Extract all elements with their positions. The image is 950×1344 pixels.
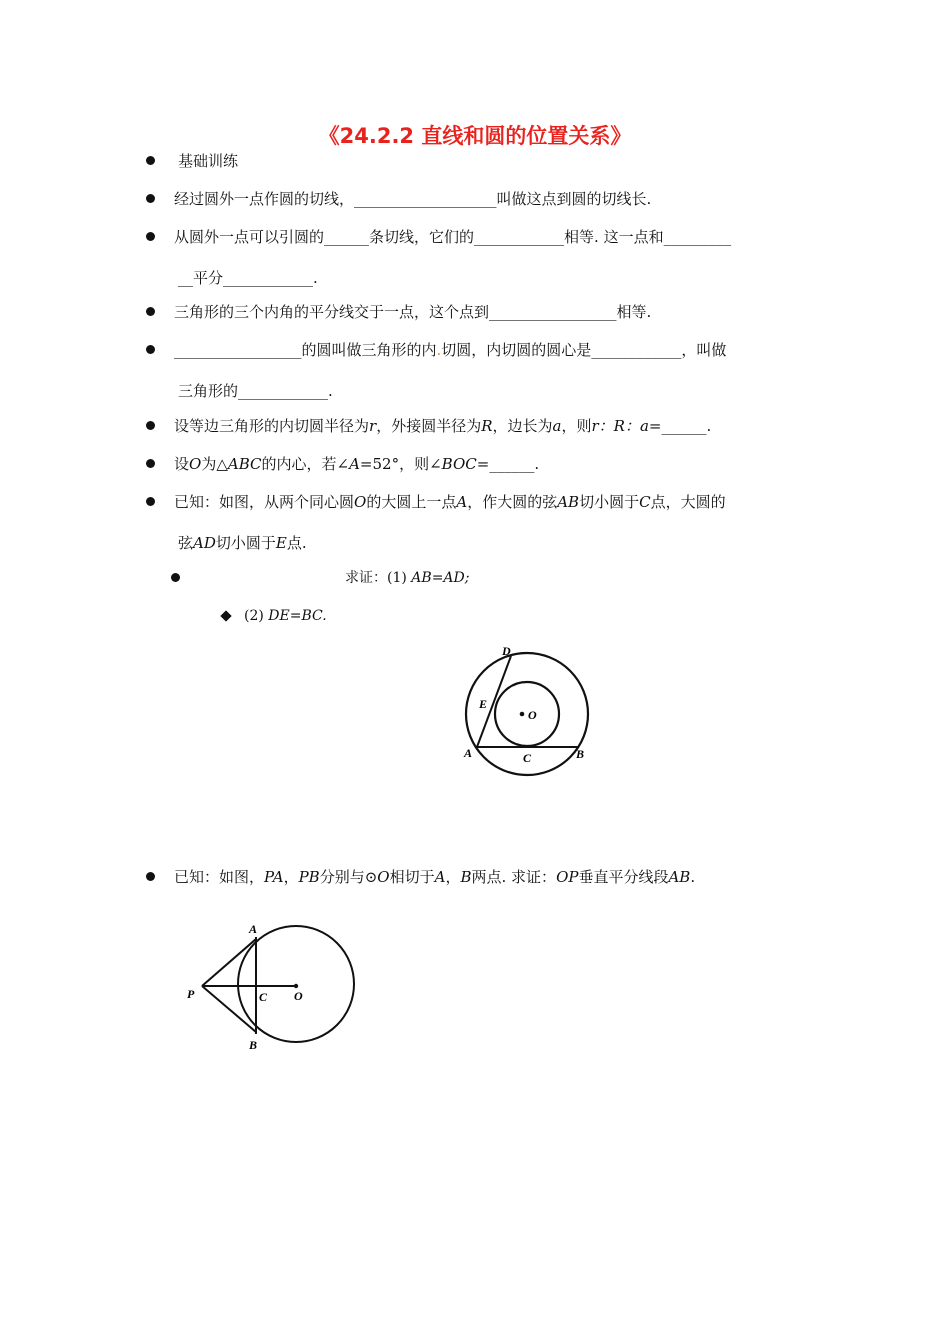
proof-part-2 (244, 606, 327, 626)
question-text: . (328, 382, 333, 400)
question-text: 相等. (616, 303, 652, 321)
bullet-icon (146, 872, 155, 881)
math-var: ABC (227, 455, 262, 473)
math-var: PB (298, 868, 320, 886)
question-text: 三角形的三个内角的平分线交于一点，这个点到 (174, 303, 490, 321)
section-heading: 基础训练 (178, 152, 239, 170)
label-c: C (523, 751, 532, 765)
question-text: . (706, 417, 712, 435)
label-a: A (464, 746, 473, 760)
question-text: =52°，则∠ (359, 455, 442, 473)
answer-blank: ______ (324, 228, 370, 246)
answer-blank: _________________ (174, 341, 302, 359)
answer-blank: ______ (489, 455, 535, 473)
question-7 (174, 492, 726, 512)
question-text: 平分 (193, 269, 224, 287)
math-var: r (369, 417, 377, 435)
question-6 (174, 454, 539, 474)
question-text: 从圆外一点可以引圆的 (174, 228, 325, 246)
question-text: ，叫做 (681, 341, 727, 359)
bullet-icon (146, 194, 155, 203)
math-expr: DE=BC. (268, 608, 327, 624)
answer-blank: ______ (661, 417, 707, 435)
answer-blank: ____________ (238, 382, 329, 400)
answer-blank: ____________ (223, 269, 314, 287)
math-var: PA (264, 868, 284, 886)
question-4-continued (178, 381, 333, 401)
question-text: 条切线，它们的 (369, 228, 475, 246)
question-text: 三角形的 (178, 382, 239, 400)
question-8 (174, 867, 695, 887)
question-1 (174, 189, 651, 209)
label-e: E (479, 697, 488, 711)
proof-label: (2) (244, 608, 264, 624)
center-point (520, 712, 525, 717)
question-text: 相切于 (389, 868, 435, 886)
question-text: . (690, 868, 696, 886)
math-var: AB (668, 868, 691, 886)
bullet-icon (146, 421, 155, 430)
question-text: 已知：如图， (174, 868, 265, 886)
label-p: P (187, 987, 195, 1001)
math-expr: AB=AD; (411, 570, 470, 586)
question-text: ，则 (561, 417, 592, 435)
question-text: 相等. 这一点和 (564, 228, 664, 246)
bullet-icon (146, 232, 155, 241)
question-7-continued (178, 533, 307, 553)
math-ratio: r：R：a= (591, 417, 662, 435)
question-text: 切小圆于 (579, 493, 640, 511)
label-b: B (576, 747, 585, 761)
question-4 (174, 340, 726, 360)
question-text: 为△ (201, 455, 228, 473)
question-text: 的圆叫做三角形的内 (301, 341, 437, 359)
bullet-icon (146, 459, 155, 468)
question-text: ， (445, 868, 461, 886)
question-3 (174, 302, 651, 322)
question-text: 点，大圆的 (650, 493, 726, 511)
question-text: 的内心，若∠ (261, 455, 350, 473)
question-text: = (476, 455, 490, 473)
math-var: E (275, 534, 287, 552)
label-a: A (249, 922, 258, 936)
math-var: AD (193, 534, 216, 552)
inner-circle (495, 682, 559, 746)
label-o: O (528, 708, 537, 722)
question-text: 叫做这点到圆的切线长. (496, 190, 652, 208)
question-text: 两点. 求证： (471, 868, 557, 886)
math-var: BOC (441, 455, 477, 473)
tangent-pa (202, 939, 256, 986)
math-var: O (354, 493, 367, 511)
question-text: 设 (174, 455, 190, 473)
question-text: 已知：如图，从两个同心圆 (174, 493, 355, 511)
bullet-icon (146, 307, 155, 316)
proof-part-1 (345, 568, 469, 588)
math-var: C (639, 493, 651, 511)
stray-dot: . (436, 341, 442, 359)
bullet-icon (171, 573, 180, 582)
math-var: O (377, 868, 390, 886)
question-text: ，作大圆的弦 (467, 493, 558, 511)
bullet-icon (146, 345, 155, 354)
tangent-pb (202, 986, 256, 1032)
math-var: B (460, 868, 472, 886)
answer-blank: ____________ (474, 228, 565, 246)
question-text: 设等边三角形的内切圆半径为 (174, 417, 370, 435)
question-text: . (313, 269, 318, 287)
page-title: 《24.2.2 直线和圆的位置关系》 (318, 124, 632, 148)
bullet-icon (146, 156, 155, 165)
label-o: O (294, 989, 303, 1003)
math-var: AB (557, 493, 580, 511)
question-2 (174, 227, 731, 247)
answer-blank: _________________ (489, 303, 617, 321)
math-var: A (434, 868, 446, 886)
center-point (294, 984, 298, 988)
concentric-circles-figure (455, 640, 605, 780)
question-text: ，外接圆半径为 (376, 417, 482, 435)
math-var: a (552, 417, 562, 435)
question-text: 分别与⊙ (319, 868, 378, 886)
question-text: ， (283, 868, 299, 886)
tangent-lines-figure (180, 915, 370, 1055)
question-text: 垂直平分线段 (578, 868, 669, 886)
math-var: A (349, 455, 360, 473)
answer-blank: __ (178, 269, 193, 287)
answer-blank: ___________________ (354, 190, 497, 208)
proof-label: 求证：(1) (345, 570, 407, 586)
label-d: D (502, 644, 511, 658)
math-var: R (481, 417, 493, 435)
question-text: 切小圆于 (215, 534, 276, 552)
question-text: . (534, 455, 540, 473)
question-2-continued (178, 268, 318, 288)
question-text: ，边长为 (492, 417, 553, 435)
question-text: 弦 (178, 534, 194, 552)
bullet-icon (146, 497, 155, 506)
math-var: OP (556, 868, 579, 886)
answer-blank: ____________ (591, 341, 682, 359)
label-c: C (259, 990, 268, 1004)
answer-blank: _________ (663, 228, 732, 246)
label-b: B (249, 1038, 258, 1052)
math-var: O (189, 455, 202, 473)
math-var: A (456, 493, 468, 511)
diamond-bullet-icon (220, 610, 231, 621)
question-text: 切圆，内切圆的圆心是 (441, 341, 592, 359)
question-text: 的大圆上一点 (366, 493, 457, 511)
question-5 (174, 416, 711, 436)
question-text: 点. (286, 534, 307, 552)
question-text: 经过圆外一点作圆的切线， (174, 190, 355, 208)
